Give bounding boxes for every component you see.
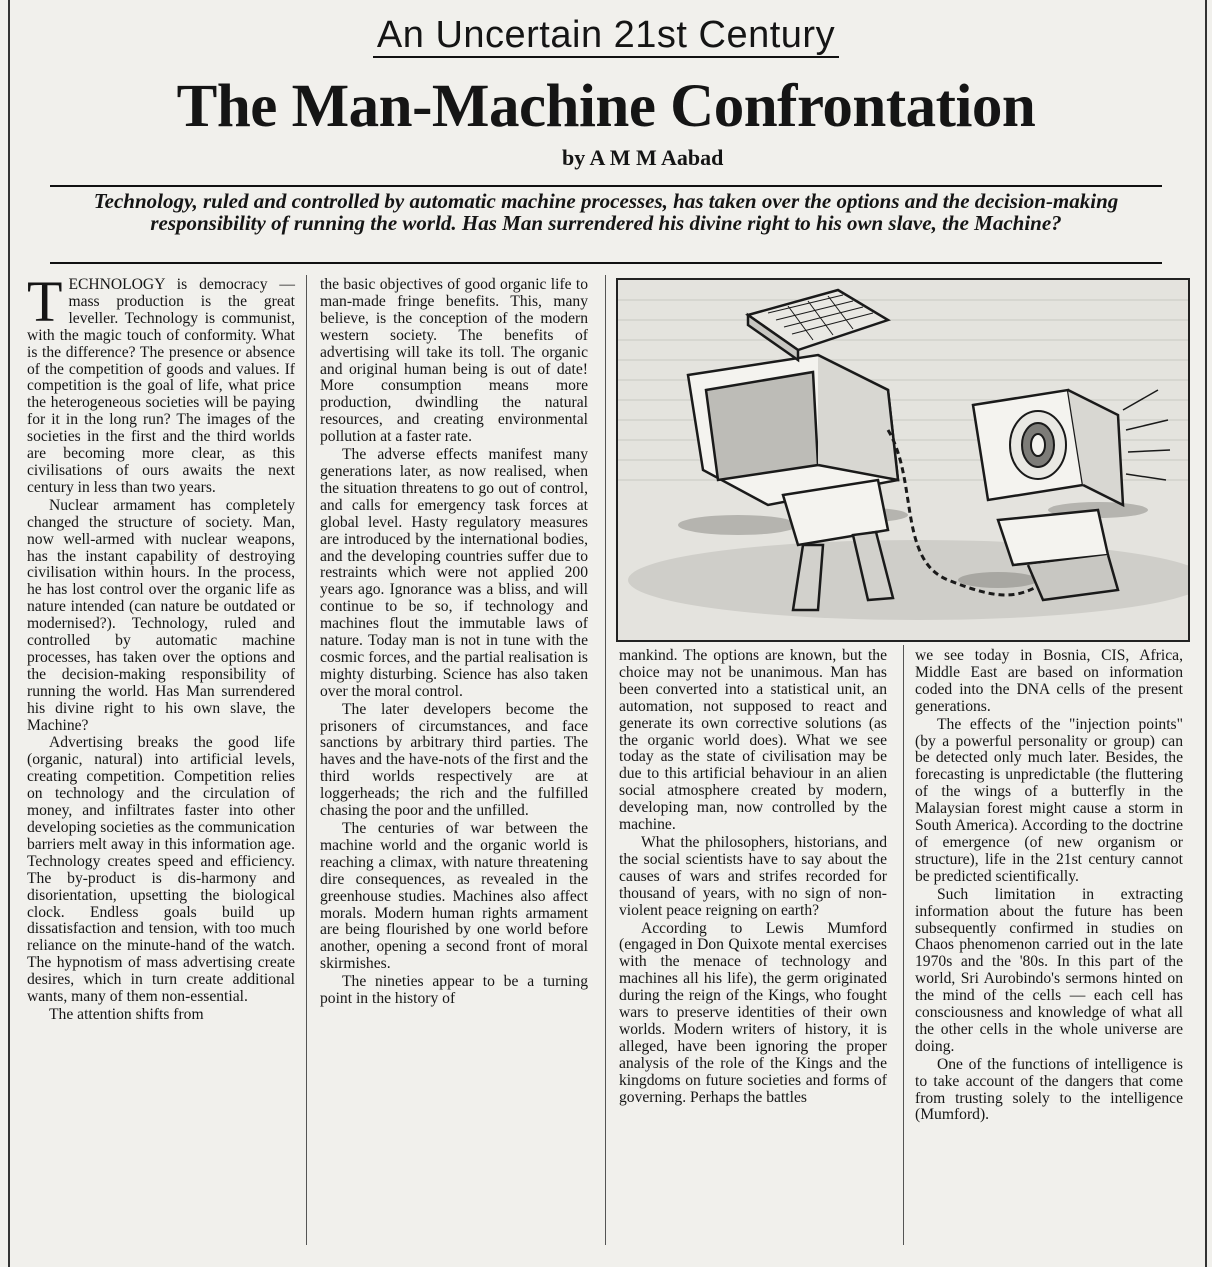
column-divider <box>605 275 606 1245</box>
article-column-1 <box>27 269 295 1024</box>
paragraph: The centuries of war between the machine world and the organic world is reaching a climax, with nature threatening dire consequences, as revealed in the greenhouse studies. Machines also affect morals. Modern human rights armament are being flourished by one world before another, opening a second front of moral skirmishes. <box>320 820 588 973</box>
paragraph: The nineties appear to be a turning point in the history of <box>320 973 588 1008</box>
paragraph: The adverse effects manifest many generations later, as now realised, when the situation threatens to go out of control, and calls for emergency task forces at global level. Hasty regulatory measures are introduced by the international bodies, and the developing countries suffer due to restraints which were not applied 200 years ago. Ignorance was a bliss, and will continue to be so, if technology and machines flout the immutable laws of nature. Today man is not in tune with the cosmic forces, and the partial realisation is mighty disturbing. Science has also taken over the moral control. <box>320 446 588 700</box>
column-divider <box>903 645 904 1245</box>
deck-rule-bottom <box>50 262 1162 264</box>
article-column-4 <box>915 648 1183 1124</box>
right-border-rule <box>1205 0 1207 1267</box>
paragraph: the basic objectives of good organic life to man-made fringe benefits. This, many believe, is the conception of the modern western society. The benefits of advertising will take its toll. The organic and original human being is out of date! More consumption means more production, dwindling the natural resources, and creating environmental pollution at a faster rate. <box>320 276 588 446</box>
kicker-heading: An Uncertain 21st Century <box>0 14 1212 57</box>
computers-confrontation-cartoon-icon <box>618 280 1188 640</box>
cartoon-illustration <box>616 278 1190 642</box>
paragraph: Nuclear armament has completely changed the structure of society. Man, now well-armed with nuclear weapons, has the instant capability of destroying civilisation within hours. In the process, he has lost control over the organic life as nature intended (can nature be outdated or modernised?). Technology, ruled and controlled by automatic machine processes, has taken over the options and the decision-making responsibility of running the world. Has Man surrendered his divine right to his own slave, the Machine? <box>27 496 295 734</box>
paragraph: One of the functions of intelligence is to take account of the dangers that come from trusting solely to the intelligence (Mumford). <box>915 1055 1183 1124</box>
drop-cap: T <box>27 269 63 334</box>
paragraph: The later developers become the prisoners of circumstances, and face sanctions by arbitrary third parties. The haves and the have-nots of the first and the third worlds respectively are at loggerheads; the rich and the fulfilled chasing the poor and the unfilled. <box>320 700 588 820</box>
paragraph: we see today in Bosnia, CIS, Africa, Middle East are based on information coded into the DNA cells of the present generations. <box>915 647 1183 715</box>
paragraph: According to Lewis Mumford (engaged in Don Quixote mental exercises with the menace of technology and machines all his life), the germ originated during the reign of the Kings, who fought wars to preserve identities of their own worlds. Modern writers of history, it is alleged, have been ignoring the proper analysis of the role of the Kings and the kingdoms on future societies and forms of governing. Perhaps the battles <box>619 919 887 1106</box>
article-column-2 <box>320 277 588 1008</box>
paragraph: Such limitation in extracting information about the future has been subsequently confirmed in studies on Chaos phenomenon carried out in the late 1970s and the '80s. In this part of the world, Sri Aurobindo's sermons hinted on the mind of the cells — each cell has consciousness and knowledge of what all the other cells in the whole universe are doing. <box>915 885 1183 1055</box>
left-border-rule <box>8 0 10 1267</box>
paragraph: TECHNOLOGY is democracy — mass production is the great leveller. Technology is communist, with the magic touch of conformity. What is the difference? The presence or absence of the competition of goods and values. If competition is the goal of life, what price the heterogeneous societies will be paying for it in the long run? The images of the societies in the first and the third worlds are becoming more clear, as this civilisations of ours awaits the next century in less than two years. <box>27 269 295 496</box>
paragraph: mankind. The options are known, but the choice may not be unanimous. Man has been converted into a statistical unit, an automation, not supposed to react and generate its own corrective solutions (as the organic world does). What we see today as the state of civilisation may be due to this artificial behaviour in an alien social atmosphere created by modern, developing man, now controlled by the machine. <box>619 647 887 834</box>
article-column-3 <box>619 648 887 1106</box>
column-divider <box>306 275 307 1245</box>
headline: The Man-Machine Confrontation <box>176 73 1036 140</box>
deck-summary: Technology, ruled and controlled by automatic machine processes, has taken over the options and the decision-making responsibility of running the world. Has Man surrendered his divine right to his own slave, the Machine? <box>93 189 1119 235</box>
paragraph: What the philosophers, historians, and the social scientists have to say about the causes of wars and strifes recorded for thousand of years, with no sign of non-violent peace reigning on earth? <box>619 833 887 919</box>
byline: by A M M Aabad <box>562 145 724 170</box>
paragraph: Advertising breaks the good life (organic, natural) into artificial levels, creating competition. Competition relies on technology and the circulation of money, and infiltrates faster into other developing societies as the communication barriers melt away in this information age. Technology creates speed and efficiency. The by-product is dis-harmony and disorientation, upsetting the biological clock. Endless goals build up dissatisfaction and tension, with too much reliance on the minute-hand of the watch. The hypnotism of mass advertising create desires, which in turn create additional wants, many of them non-essential. <box>27 734 295 1006</box>
paragraph: The attention shifts from <box>49 1005 204 1023</box>
deck-rule-top <box>50 185 1162 187</box>
paragraph: The effects of the "injection points" (by a powerful personality or group) can be detected only much later. Besides, the forecasting is unpredictable (the fluttering of the wings of a butterfly in the Malaysian forest might cause a storm in South America). According to the doctrine of emergence (of new organism or structure), life in the 21st century cannot be predicted scientifically. <box>915 715 1183 885</box>
